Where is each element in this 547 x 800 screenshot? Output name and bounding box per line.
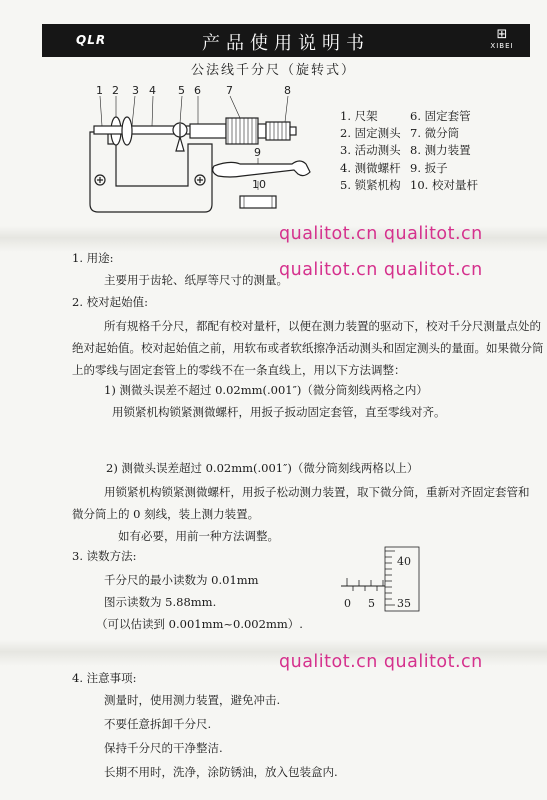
subtitle: 公法线千分尺（旋转式） (190, 63, 356, 78)
case-heading: 1) 测微头误差不超过 0.02mm(.001″)（微分筒刻线两格之内） (104, 383, 428, 397)
ratchet (258, 124, 266, 138)
paragraph: 图示读数为 5.88mm. (104, 595, 217, 609)
diagram-label: 5 (178, 84, 185, 97)
header-bar (42, 24, 530, 57)
paragraph: 微分筒上的 0 刻线，装上测力装置。 (72, 507, 260, 521)
page-title: 产品使用说明书 (202, 33, 370, 54)
thimble-label: 35 (397, 597, 411, 610)
paragraph: 如有必要，用前一种方法调整。 (118, 529, 279, 543)
thimble (226, 118, 258, 144)
logo-mark-icon: ⊞ (496, 27, 508, 42)
setting-rod (240, 196, 276, 208)
diagram-label: 7 (226, 84, 233, 97)
diagram-label: 3 (132, 84, 139, 97)
paragraph: 用锁紧机构锁紧测微螺杆，用扳子扳动固定套管，直至零线对齐。 (112, 405, 446, 419)
micrometer-diagram (80, 84, 320, 219)
paragraph: 主要用于齿轮、纸厚等尺寸的测量。 (104, 273, 288, 287)
paragraph: 千分尺的最小读数为 0.01mm (104, 573, 259, 587)
section-heading: 1. 用途: (72, 251, 114, 265)
diagram-label: 8 (284, 84, 291, 97)
sleeve-label: 5 (368, 597, 375, 610)
watermark: qualitot.cn qualitot.cn (279, 224, 483, 244)
legend-row: 3. 活动测头 8. 测力装置 (340, 143, 471, 158)
paragraph: （可以估读到 0.001mm~0.002mm）. (96, 617, 303, 631)
watermark: qualitot.cn qualitot.cn (279, 260, 483, 280)
wrench-shape (213, 161, 310, 177)
case-heading: 2) 测微头误差超过 0.02mm(.001″)（微分筒刻线两格以上） (106, 461, 419, 475)
sleeve (190, 124, 226, 138)
frame-shape (90, 132, 212, 212)
xibei-logo: ⊞ XIBEI (482, 27, 522, 50)
paragraph: 上的零线与固定套管上的零线不在一条直线上，用以下方法调整： (72, 363, 406, 377)
paragraph: 长期不用时，洗净，涂防锈油，放入包装盒内. (104, 765, 338, 779)
sleeve-label: 0 (344, 597, 351, 610)
diagram-label: 9 (254, 146, 261, 159)
brand-logo: QLR (76, 33, 107, 47)
paragraph: 用锁紧机构锁紧测微螺杆，用扳子松动测力装置，取下微分筒，重新对齐固定套管和 (104, 485, 530, 499)
paragraph: 不要任意拆卸千分尺. (104, 717, 212, 731)
diagram-label: 1 (96, 84, 103, 97)
thimble-label: 40 (397, 555, 411, 568)
legend-row: 4. 测微螺杆 9. 扳子 (340, 160, 448, 175)
watermark: qualitot.cn qualitot.cn (279, 652, 483, 672)
diagram-label: 10 (252, 178, 266, 191)
section-heading: 2. 校对起始值: (72, 295, 149, 309)
movable-anvil-disc (122, 117, 132, 145)
legend-row: 1. 尺架 6. 固定套管 (340, 109, 471, 123)
paragraph: 保持千分尺的干净整洁. (104, 741, 223, 755)
parts-legend (340, 108, 478, 194)
diagram-label: 2 (112, 84, 119, 97)
diagram-label: 4 (149, 84, 156, 97)
paragraph: 绝对起始值。校对起始值之前，用软布或者软纸擦净活动测头和固定测头的量面。如果微分筒 (72, 341, 544, 355)
diagram-label: 6 (194, 84, 201, 97)
paragraph: 所有规格千分尺，都配有校对量杆，以便在测力装置的驱动下，校对千分尺测量点处的 (104, 319, 541, 333)
section-heading: 4. 注意事项: (72, 671, 137, 685)
reading-scale-figure (339, 543, 439, 615)
legend-row: 2. 固定测头 7. 微分筒 (340, 126, 460, 141)
legend-row: 5. 锁紧机构 10. 校对量杆 (340, 177, 478, 192)
section-heading: 3. 读数方法: (72, 549, 137, 563)
paragraph: 测量时，使用测力装置，避免冲击. (104, 693, 281, 707)
